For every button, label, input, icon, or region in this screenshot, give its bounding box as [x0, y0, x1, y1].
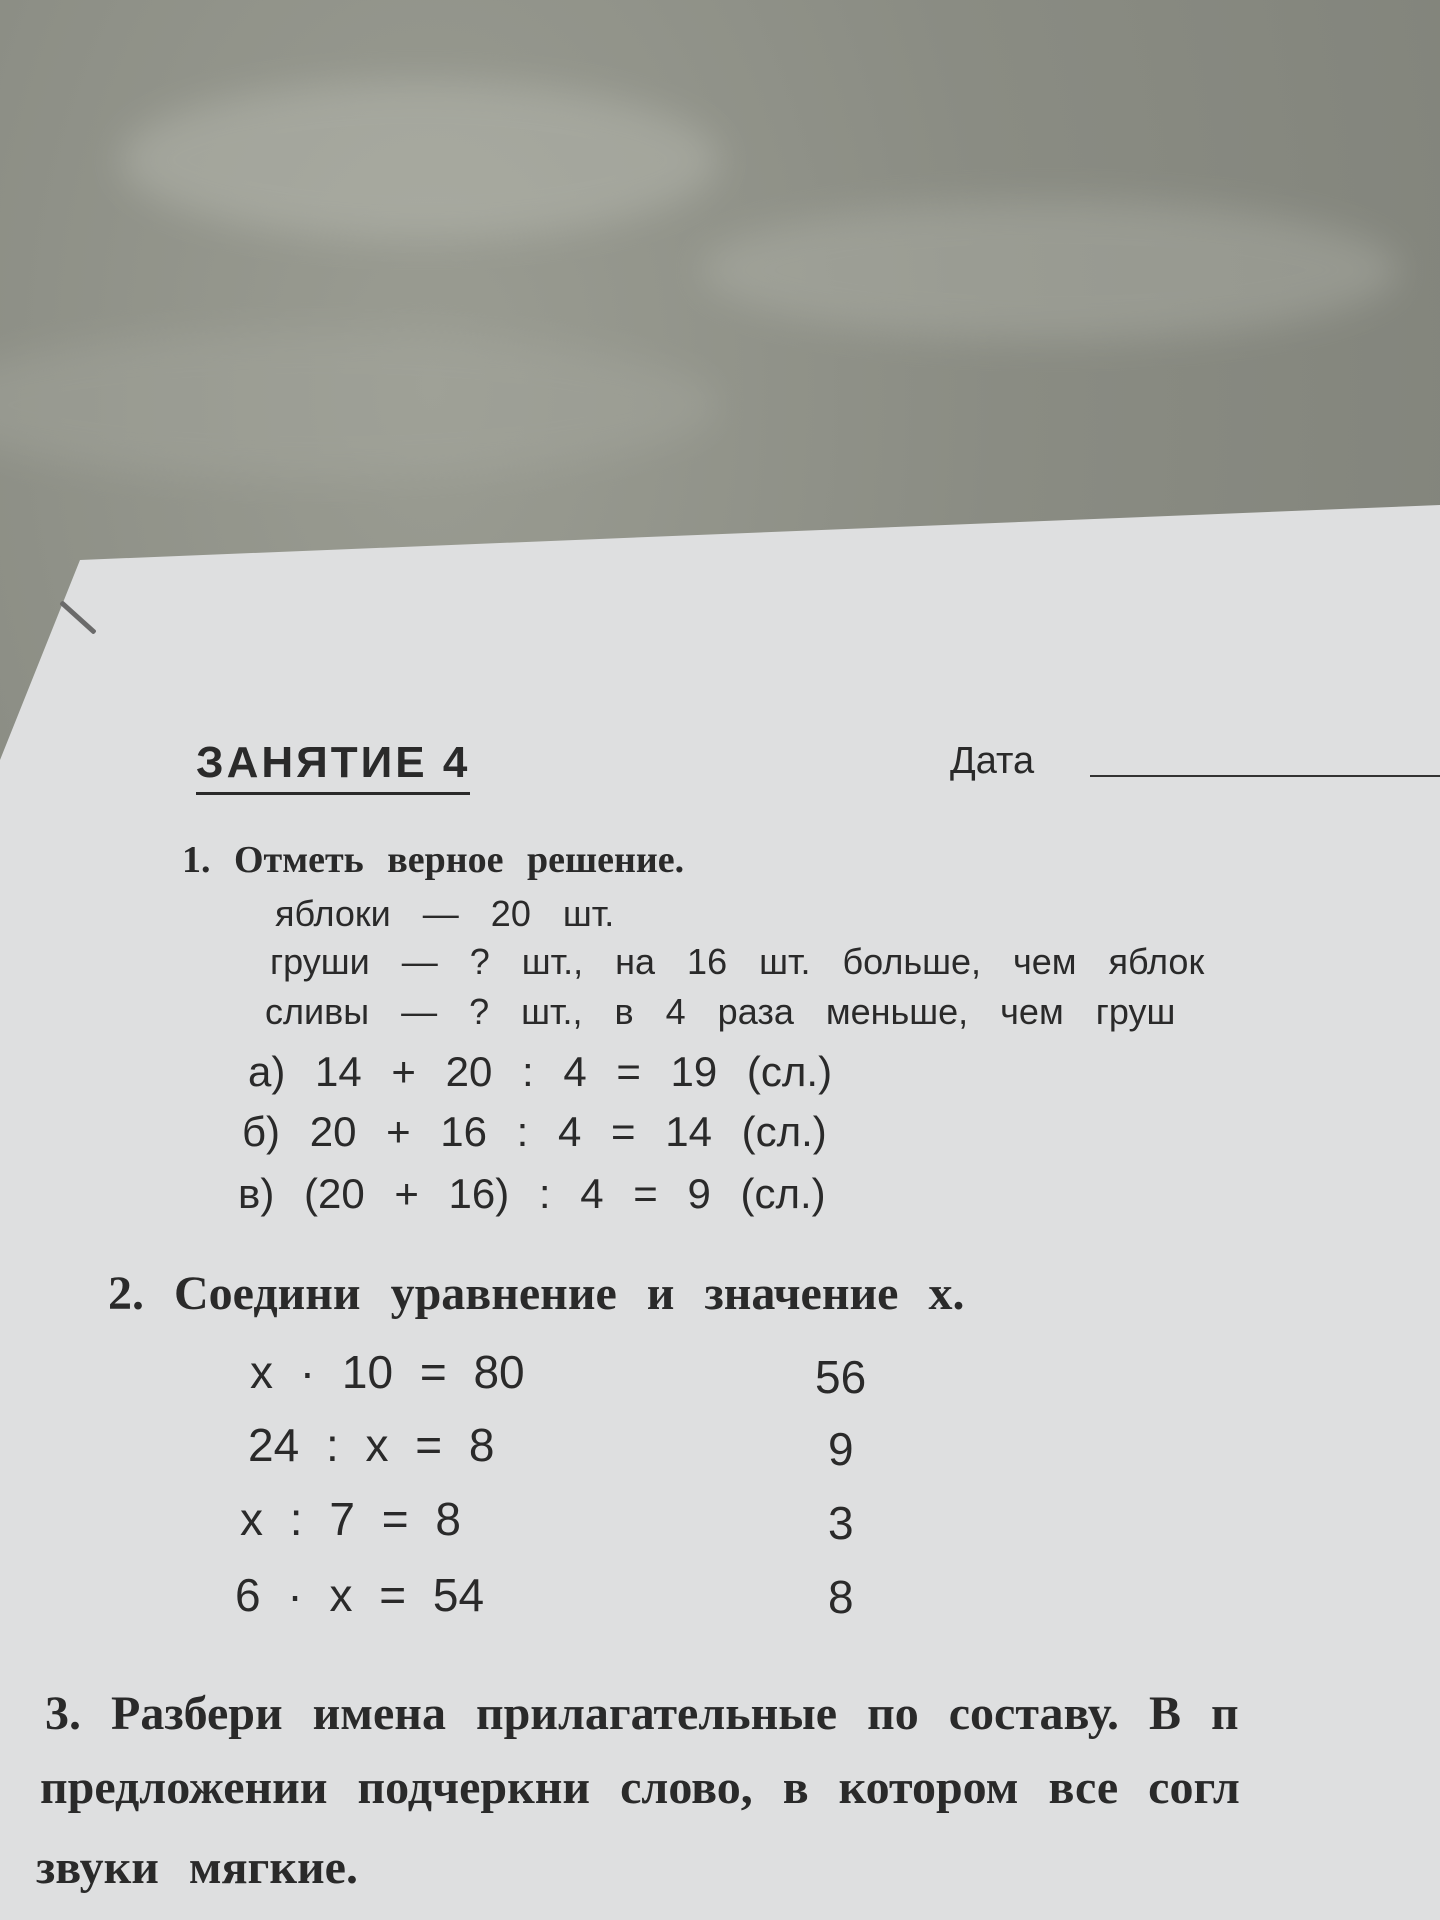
task2-equation-1[interactable]: х · 10 = 80 — [250, 1346, 525, 1398]
task1-option-a[interactable]: а) 14 + 20 : 4 = 19 (сл.) — [248, 1048, 833, 1095]
task2-value-2[interactable]: 9 — [828, 1423, 854, 1475]
task2-value-1[interactable]: 56 — [815, 1351, 867, 1403]
task1-condition-apples: яблоки — 20 шт. — [275, 893, 615, 934]
lesson-title: ЗАНЯТИЕ 4 — [196, 738, 470, 795]
task1-instruction: Отметь верное решение. — [234, 839, 685, 881]
task1-option-b[interactable]: б) 20 + 16 : 4 = 14 (сл.) — [242, 1108, 827, 1155]
date-label: Дата — [950, 740, 1035, 782]
task3-number: 3. — [45, 1687, 81, 1740]
task1-title — [182, 838, 684, 882]
task1-condition-plums: сливы — ? шт., в 4 раза меньше, чем груш — [265, 991, 1176, 1032]
task2-equation-4[interactable]: 6 · х = 54 — [235, 1569, 485, 1621]
task2-value-4[interactable]: 8 — [828, 1571, 854, 1623]
task1-number: 1. — [182, 839, 211, 881]
task2-value-3[interactable]: 3 — [828, 1497, 854, 1549]
task1-condition-pears: груши — ? шт., на 16 шт. больше, чем яблок — [270, 941, 1205, 982]
task3-line-1 — [45, 1686, 1239, 1741]
task2-equation-2[interactable]: 24 : х = 8 — [248, 1419, 495, 1471]
fabric-fold — [700, 200, 1400, 340]
task3-text-1: Разбери имена прилагательные по составу. В п — [111, 1687, 1239, 1740]
task3-line-3: звуки мягкие. — [36, 1841, 358, 1894]
task2-number: 2. — [108, 1267, 144, 1320]
task2-title — [108, 1266, 964, 1321]
task2-instruction: Соедини уравнение и значение х. — [174, 1267, 965, 1320]
date-line — [1090, 775, 1440, 777]
task3-line-2: предложении подчеркни слово, в котором все согл — [40, 1761, 1240, 1814]
task1-option-c[interactable]: в) (20 + 16) : 4 = 9 (сл.) — [238, 1170, 826, 1217]
fabric-fold — [0, 330, 720, 480]
fabric-fold — [120, 80, 720, 240]
task2-equation-3[interactable]: х : 7 = 8 — [240, 1493, 461, 1545]
